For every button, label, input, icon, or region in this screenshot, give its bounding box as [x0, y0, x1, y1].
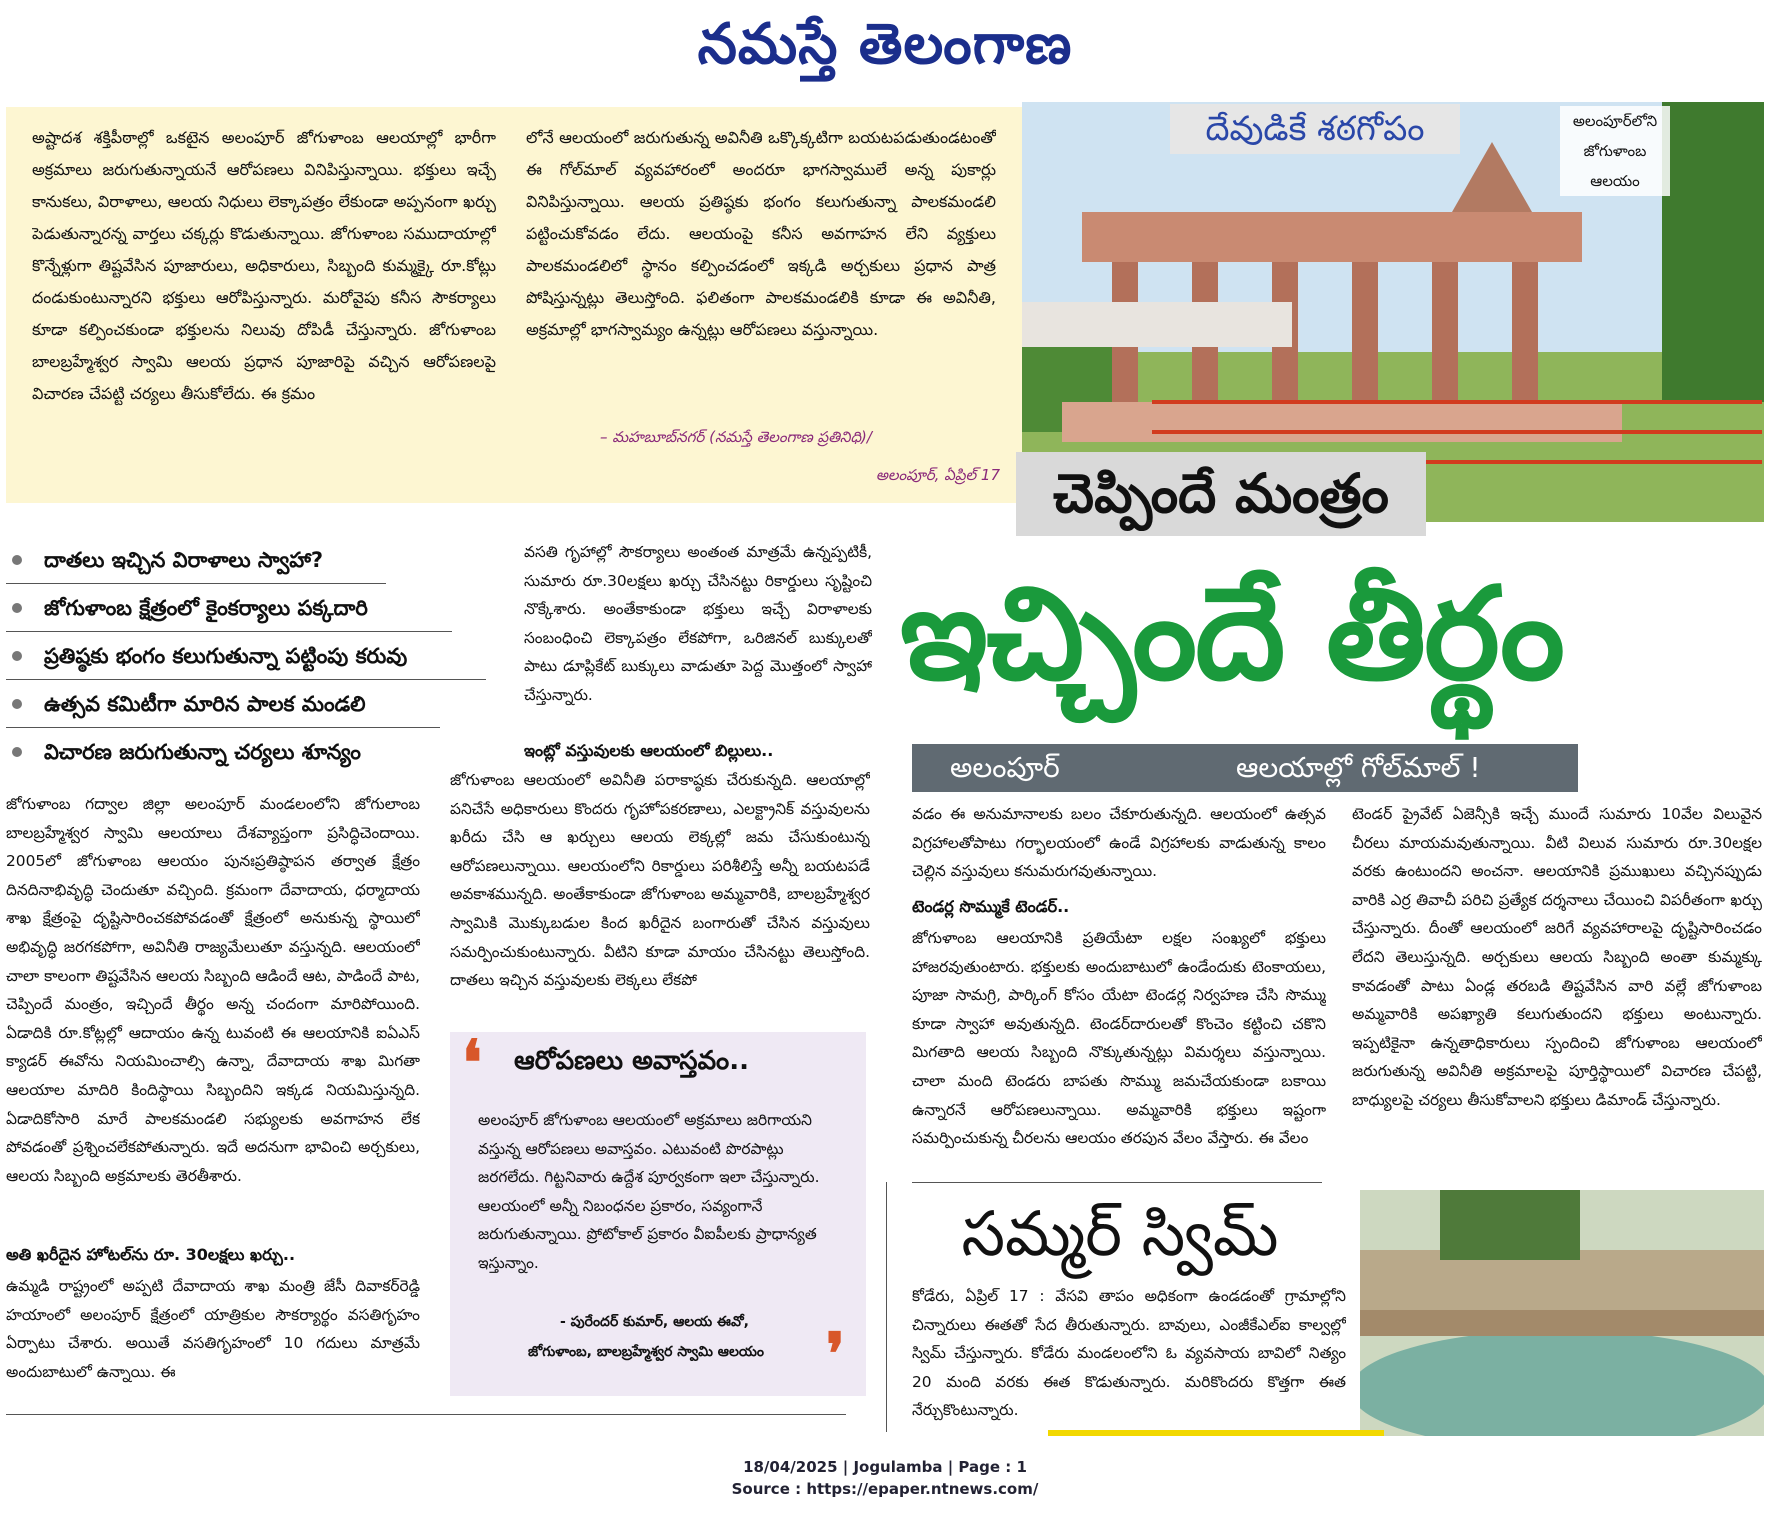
quote-title: ఆరోపణలు అవాస్తవం.. [514, 1046, 749, 1076]
swim-headline: సమ్మర్‌ స్విమ్‌ [961, 1197, 1279, 1270]
swim-bottom-bar [1048, 1430, 1384, 1436]
bullet-item [6, 680, 440, 728]
footer-line1: 18/04/2025 | Jogulamba | Page : 1 [743, 1458, 1027, 1476]
kicker: చెప్పిందే మంత్రం [1016, 452, 1426, 536]
bullet-text: జోగుళాంబ క్షేత్రంలో కైంకర్యాలు పక్కదారి [44, 595, 368, 620]
headline: ఇచ్చిందే తీర్థం [900, 560, 1563, 709]
col4-text: టెండర్‌ ప్రైవేట్‌ ఏజెన్సీకి ఇచ్చే ముందే సుమారు 10వేల విలువైన చీరలు మాయమవుతున్నాయి. వీటి విలువ సుమారు రూ.30లక్షల వరకు ఉంటుందని అంచనా. ఆలయానికి ప్రముఖులు వచ్చినప్పుడు వారికి ఎర్ర తివాచీ పరిచి ప్రత్యేక దర్శనాలు చేయించి విపరీతంగా ఖర్చు చేస్తున్నారు. దీంతో ఆలయంలో జరిగే వ్యవహారాలపై దృష్టిసారించడం లేదని తెలుస్తున్నది. అర్చకులు ఆలయ సిబ్బంది అంతా కుమ్మక్కు కావడంతో పాటు ఏండ్ల తరబడి తిష్టవేసిన వారి వల్లే జోగుళాంబ అమ్మవారికి అపఖ్యాతి కలుగుతుందని భక్తులు అంటున్నారు. ఇప్పటికైనా ఉన్నతాధికారులు స్పందించి జోగుళాంబ ఆలయంలో జరుగుతున్న అవినీతి అక్రమాలపై పూర్తిస్థాయిలో విచారణ చేపట్టి, బాధ్యులపై చర్యలు తీసుకోవాలని భక్తులు డిమాండ్‌ చేస్తున్నారు. [1352, 805, 1762, 1109]
strap-left: అలంపూర్‌ [950, 751, 1060, 784]
lead-col1: అష్టాదశ శక్తిపీఠాల్లో ఒకటైన అలంపూర్‌ జోగుళాంబ ఆలయాల్లో భారీగా అక్రమాలు జరుగుతున్నాయనే ఆరోపణలు వినిపిస్తున్నాయి. భక్తులు ఇచ్చే కానుకలు, విరాళాలు, ఆలయ నిధులు లెక్కాపత్రం లేకుండా అప్పనంగా ఖర్చు పెడుతున్నారన్న వార్తలు చక్కర్లు కొడుతున్నాయి. జోగుళాంబ సముదాయాల్లో కొన్నేళ్లుగా తిష్టవేసిన పూజారులు, అధికారులు, సిబ్బంది కుమ్మక్కై రూ.కోట్లు దండుకుంటున్నారని భక్తులు ఆరోపిస్తున్నారు. మరోవైపు కనీస సౌకర్యాలు కూడా కల్పించకుండా భక్తులను నిలువు దోపిడీ చేస్తున్నారు. జోగుళాంబ బాలబ్రహ్మేశ్వర స్వామి ఆలయ ప్రధాన పూజారిపై వచ్చిన ఆరోపణలపై విచారణ చేపట్టి చర్యలు తీసుకోలేదు. ఈ క్రమం [32, 128, 496, 403]
bullet-dot [12, 699, 22, 709]
col1-text2: ఉమ్మడి రాష్ట్రంలో అప్పటి దేవాదాయ శాఖ మంత్రి జేసీ దివాకర్‌రెడ్డి హయాంలో అలంపూర్‌ క్షేత్రంలో యాత్రికుల సౌకర్యార్థం వసతిగృహం ఏర్పాటు చేశారు. అయితే వసతిగృహంలో 10 గదులు మాత్రమే అందుబాటులో ఉన్నాయి. ఈ [6, 1277, 420, 1381]
rule-col3-bottom [912, 1182, 1322, 1183]
bullet-list [6, 536, 486, 775]
strap-right: ఆలయాల్లో గోల్‌మాల్‌ ! [1236, 751, 1481, 784]
photo-label: దేవుడికే శఠగోపం [1170, 104, 1460, 154]
bullet-text: విచారణ జరుగుతున్నా చర్యలు శూన్యం [44, 739, 361, 764]
quote-open-icon: ❛ [462, 1026, 482, 1099]
dateline: అలంపూర్‌, ఏప్రిల్‌ 17 [875, 466, 1000, 484]
photo-caption: అలంపూర్‌లోని జోగుళాంబ ఆలయం [1560, 106, 1670, 196]
bullet-item [6, 584, 452, 632]
rule-vertical-swim [886, 1182, 887, 1432]
col3-text2: జోగుళాంబ ఆలయానికి ప్రతియేటా లక్షల సంఖ్యలో భక్తులు హాజరవుతుంటారు. భక్తులకు అందుబాటులో ఉండేందుకు టెంకాయలు, పూజా సామగ్రి, పార్కింగ్‌ కోసం యేటా టెండర్ల నిర్వహణ చేసి సొమ్ము కూడా స్వాహా అవుతున్నది. టెండర్‌దారులతో కొంచెం కట్టించి చకొని మిగతాది ఆలయ సిబ్బంది నొక్కుతున్నట్లు విమర్శలు వస్తున్నాయి. చాలా మంది టెండరు బాపతు సొమ్ము జమచేయకుండా బకాయి ఉన్నారనే ఆరోపణలున్నాయి. అమ్మవారికి భక్తులు ఇష్టంగా సమర్పించుకున్న చీరలను ఆలయం తరపున వేలం వేస్తారు. ఈ వేలం [912, 929, 1326, 1148]
bullet-text: ఉత్సవ కమిటీగా మారిన పాలక మండలి [44, 691, 366, 716]
col1-text: జోగుళాంబ గద్వాల జిల్లా అలంపూర్‌ మండలంలోని జోగులాంబ బాలబ్రహ్మేశ్వర స్వామి ఆలయాలు దేశవ్యాప్తంగా ప్రసిద్ధిచెందాయి. 2005లో జోగుళాంబ ఆలయం పునఃప్రతిష్ఠాపన తర్వాత క్షేత్రం దినదినాభివృద్ధి చెందుతూ వచ్చింది. క్రమంగా దేవాదాయ, ధర్మాదాయ శాఖ క్షేత్రంపై దృష్టిసారించకపోవడంతో క్షేత్రంలో అనుకున్న స్థాయిలో అభివృద్ధి జరగకపోగా, అవినీతి రాజ్యమేలుతూ వస్తున్నది. ఆలయంలో చాలా కాలంగా తిష్టవేసిన ఆలయ సిబ్బంది ఆడిందే ఆట, పాడిందే పాట, చెప్పిందే మంత్రం, ఇచ్చిందే తీర్థం అన్న చందంగా మారిపోయింది. ఏడాదికి రూ.కోట్లల్లో ఆదాయం ఉన్న టువంటి ఈ ఆలయానికి ఐఏఎస్‌ క్యాడర్‌ ఈవోను నియమించాల్సి ఉన్నా, దేవాదాయ శాఖ మిగతా ఆలయాల మాదిరి కిందిస్థాయి సిబ్బందిని ఇక్కడ నియమిస్తున్నది. ఏడాదికోసారి మారే పాలకమండలి సభ్యులకు అవగాహన లేక పోవడంతో ప్రశ్నించలేకపోతున్నారు. ఇదే అదనుగా భావించి అర్చకులు, ఆలయ సిబ్బంది అక్రమాలకు తెరతీశారు. [6, 795, 420, 1185]
quote-close-icon: ❜ [826, 1320, 845, 1388]
quote-attrib2: జోగుళాంబ, బాలబ్రహ్మేశ్వర స్వామి ఆలయం [528, 1344, 764, 1360]
bullet-text: దాతలు ఇచ్చిన విరాళాలు స్వాహా? [44, 547, 324, 572]
col2-subhead: ఇంట్లో వస్తువులకు ఆలయంలో బిల్లులు.. [524, 741, 774, 760]
bullet-item [6, 728, 440, 775]
footer-source[interactable]: Source : https://epaper.ntnews.com/ [731, 1480, 1039, 1498]
bullet-dot [12, 651, 22, 661]
bullet-dot [12, 603, 22, 613]
rule-col1-bottom [6, 1414, 846, 1415]
bullet-item [6, 536, 386, 584]
quote-text: అలంపూర్‌ జోగుళాంబ ఆలయంలో అక్రమాలు జరిగాయని వస్తున్న ఆరోపణలు అవాస్తవం. ఎటువంటి పొరపాట్లు జరగలేదు. గిట్టనివారు ఉద్దేశ పూర్వకంగా ఇలా చేస్తున్నారు. ఆలయంలో అన్నీ నిబంధనల ప్రకారం, సవ్యంగానే జరుగుతున్నాయి. ప్రోటోకాల్‌ ప్రకారం వీఐపీలకు ప్రాధాన్యత ఇస్తున్నాం. [478, 1111, 820, 1272]
bullet-text: ప్రతిష్ఠకు భంగం కలుగుతున్నా పట్టింపు కరువు [44, 643, 408, 668]
bullet-dot [12, 747, 22, 757]
bullet-item [6, 632, 486, 680]
swim-photo [1360, 1190, 1764, 1436]
bullet-dot [12, 555, 22, 565]
col2-text2: జోగుళాంబ ఆలయంలో అవినీతి పరాకాష్ఠకు చేరుకున్నది. ఆలయాల్లో పనిచేసే అధికారులు కొందరు గృహోపకరణాలు, ఎలక్ట్రానిక్‌ వస్తువులను ఖరీదు చేసి ఆ ఖర్చులు ఆలయ లెక్కల్లో జమ చేసుకుంటున్న ఆరోపణలున్నాయి. ఆలయంలోని రికార్డులు పరిశీలిస్తే అన్నీ బయటపడే అవకాశమున్నది. అంతేకాకుండా జోగుళాంబ అమ్మవారికి, బాలబ్రహ్మేశ్వర స్వామికి మొక్కుబడుల కింద ఖరీదైన బంగారుతో చేసిన వస్తువులు సమర్పించుకుంటున్నారు. వీటిని కూడా మాయం చేసినట్టు తెలుస్తోంది. దాతలు ఇచ్చిన వస్తువులకు లెక్కలు లేకపో [450, 771, 870, 990]
lead-col2: లోనే ఆలయంలో జరుగుతున్న అవినీతి ఒక్కొక్కటిగా బయటపడుతుండటంతో ఈ గోల్‌మాల్‌ వ్యవహారంలో అందరూ భాగస్వాములే అన్న పుకార్లు వినిపిస్తున్నాయి. ఆలయ ప్రతిష్ఠకు భంగం కలుగుతున్నా పాలకమండలి పట్టించుకోవడం లేదు. ఆలయంపై కనీస అవగాహన లేని వ్యక్తులు పాలకమండలిలో స్థానం కల్పించడంలో ఇక్కడి అర్చకులు ప్రధాన పాత్ర పోషిస్తున్నట్లు తెలుస్తోంది. ఫలితంగా పాలకమండలికి కూడా ఈ అవినీతి, అక్రమాల్లో భాగస్వామ్యం ఉన్నట్లు ఆరోపణలు వస్తున్నాయి. [526, 128, 996, 339]
swim-illustration [1360, 1190, 1764, 1436]
byline: – మహబూబ్‌నగర్‌ (నమస్తే తెలంగాణ ప్రతినిధి)/ [600, 428, 872, 446]
swim-text: కోడేరు, ఏప్రిల్‌ 17 : వేసవి తాపం అధికంగా ఉండడంతో గ్రామాల్లోని చిన్నారులు ఈతతో సేద తీరుతున్నారు. బావులు, ఎంజీకేఎల్‌ఐ కాల్వల్లో స్విమ్‌ చేస్తున్నారు. కోడేరు మండలంలోని ఓ వ్యవసాయ బావిలో నిత్యం 20 మంది వరకు ఈత కొడుతున్నారు. మరికొందరు కొత్తగా ఈత నేర్చుకొంటున్నారు. [912, 1287, 1346, 1420]
col3-subhead: టెండర్ల సొమ్ముకే టెండర్‌.. [912, 897, 1070, 916]
col1-subhead: అతి ఖరీదైన హోటల్‌ను రూ. 30లక్షలు ఖర్చు.. [6, 1245, 296, 1264]
col2-text: వసతి గృహాల్లో సౌకర్యాలు అంతంత మాత్రమే ఉన్నప్పటికీ, సుమారు రూ.30లక్షలు ఖర్చు చేసినట్టు రికార్డులు సృష్టించి నొక్కేశారు. అంతేకాకుండా భక్తులు ఇచ్చే విరాళాలకు సంబంధించి లెక్కాపత్రం లేకపోగా, ఒరిజినల్‌ బుక్కులతో పాటు డూప్లికేట్‌ బుక్కులు వాడుతూ పెద్ద మొత్తంలో స్వాహా చేస్తున్నారు. [524, 543, 872, 704]
col3-text: వడం ఈ అనుమానాలకు బలం చేకూరుతున్నది. ఆలయంలో ఉత్సవ విగ్రహాలతోపాటు గర్భాలయంలో ఉండే విగ్రహాలకు వాడుతున్న కాలం చెల్లిన వస్తువులు కనుమరుగవుతున్నాయి. [912, 805, 1326, 881]
masthead: నమస్తే తెలంగాణ [697, 11, 1073, 77]
quote-attrib1: - పురేందర్‌ కుమార్‌, ఆలయ ఈవో, [560, 1314, 749, 1330]
